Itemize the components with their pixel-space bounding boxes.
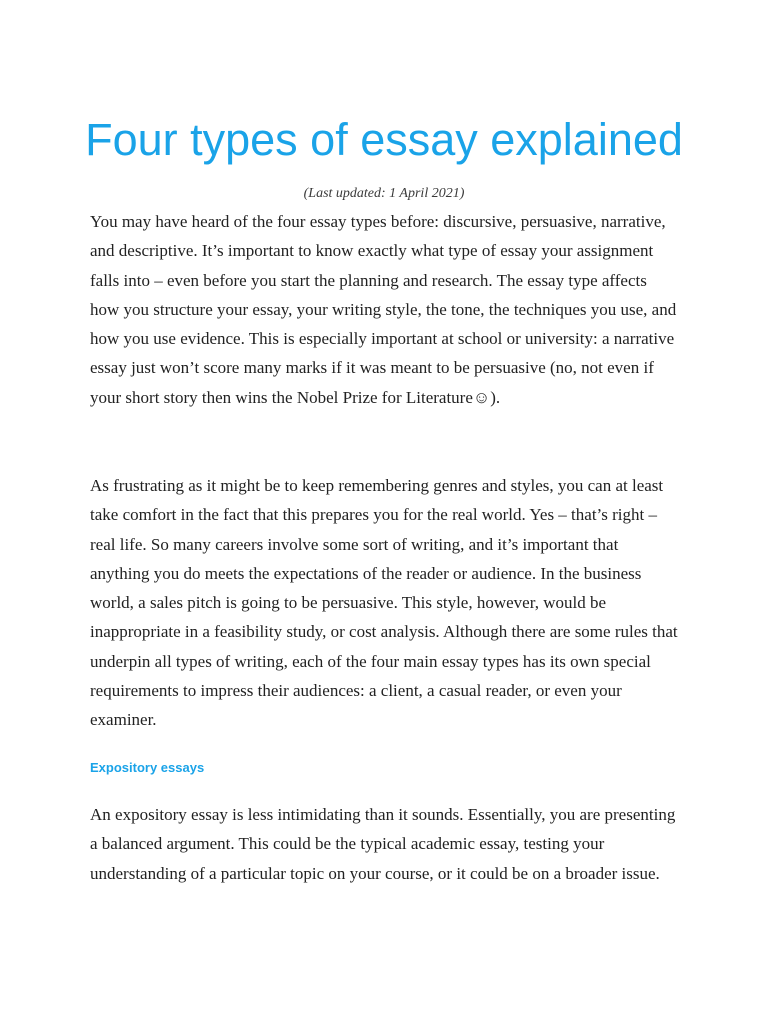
document-title: Four types of essay explained: [85, 114, 683, 165]
expository-paragraph: An expository essay is less intimidating than it sounds. Essentially, you are presenting a balanced argument. This could be the typical academic essay, testing your understanding of a particular topic on your course, or it could be on a broader issue.: [90, 805, 676, 883]
section-heading-expository: Expository essays: [90, 760, 205, 775]
last-updated-date: (Last updated: 1 April 2021): [303, 186, 465, 201]
intro-paragraph: You may have heard of the four essay types before: discursive, persuasive, narrative, and descriptive. It’s important to know exactly what type of essay your assignment falls into – even before you start the planning and research. The essay type affects how you structure your essay, your writing style, the tone, the techniques you use, and how you use evidence. This is especially important at school or university: a narrative essay just won’t score many marks if it was meant to be persuasive (no, not even if your short story then wins the Nobel Prize for Literature☺).: [90, 212, 677, 407]
body-paragraph: As frustrating as it might be to keep remembering genres and styles, you can at least take comfort in the fact that this prepares you for the real world. Yes – that’s right – real life. So many careers involve some sort of writing, and it’s important that anything you do meets the expectations of the reader or audience. In the business world, a sales pitch is going to be persuasive. This style, however, would be inappropriate in a feasibility study, or cost analysis. Although there are some rules that underpin all types of writing, each of the four main essay types has its own special requirements to impress their audiences: a client, a casual reader, or even your examiner.: [90, 476, 678, 730]
